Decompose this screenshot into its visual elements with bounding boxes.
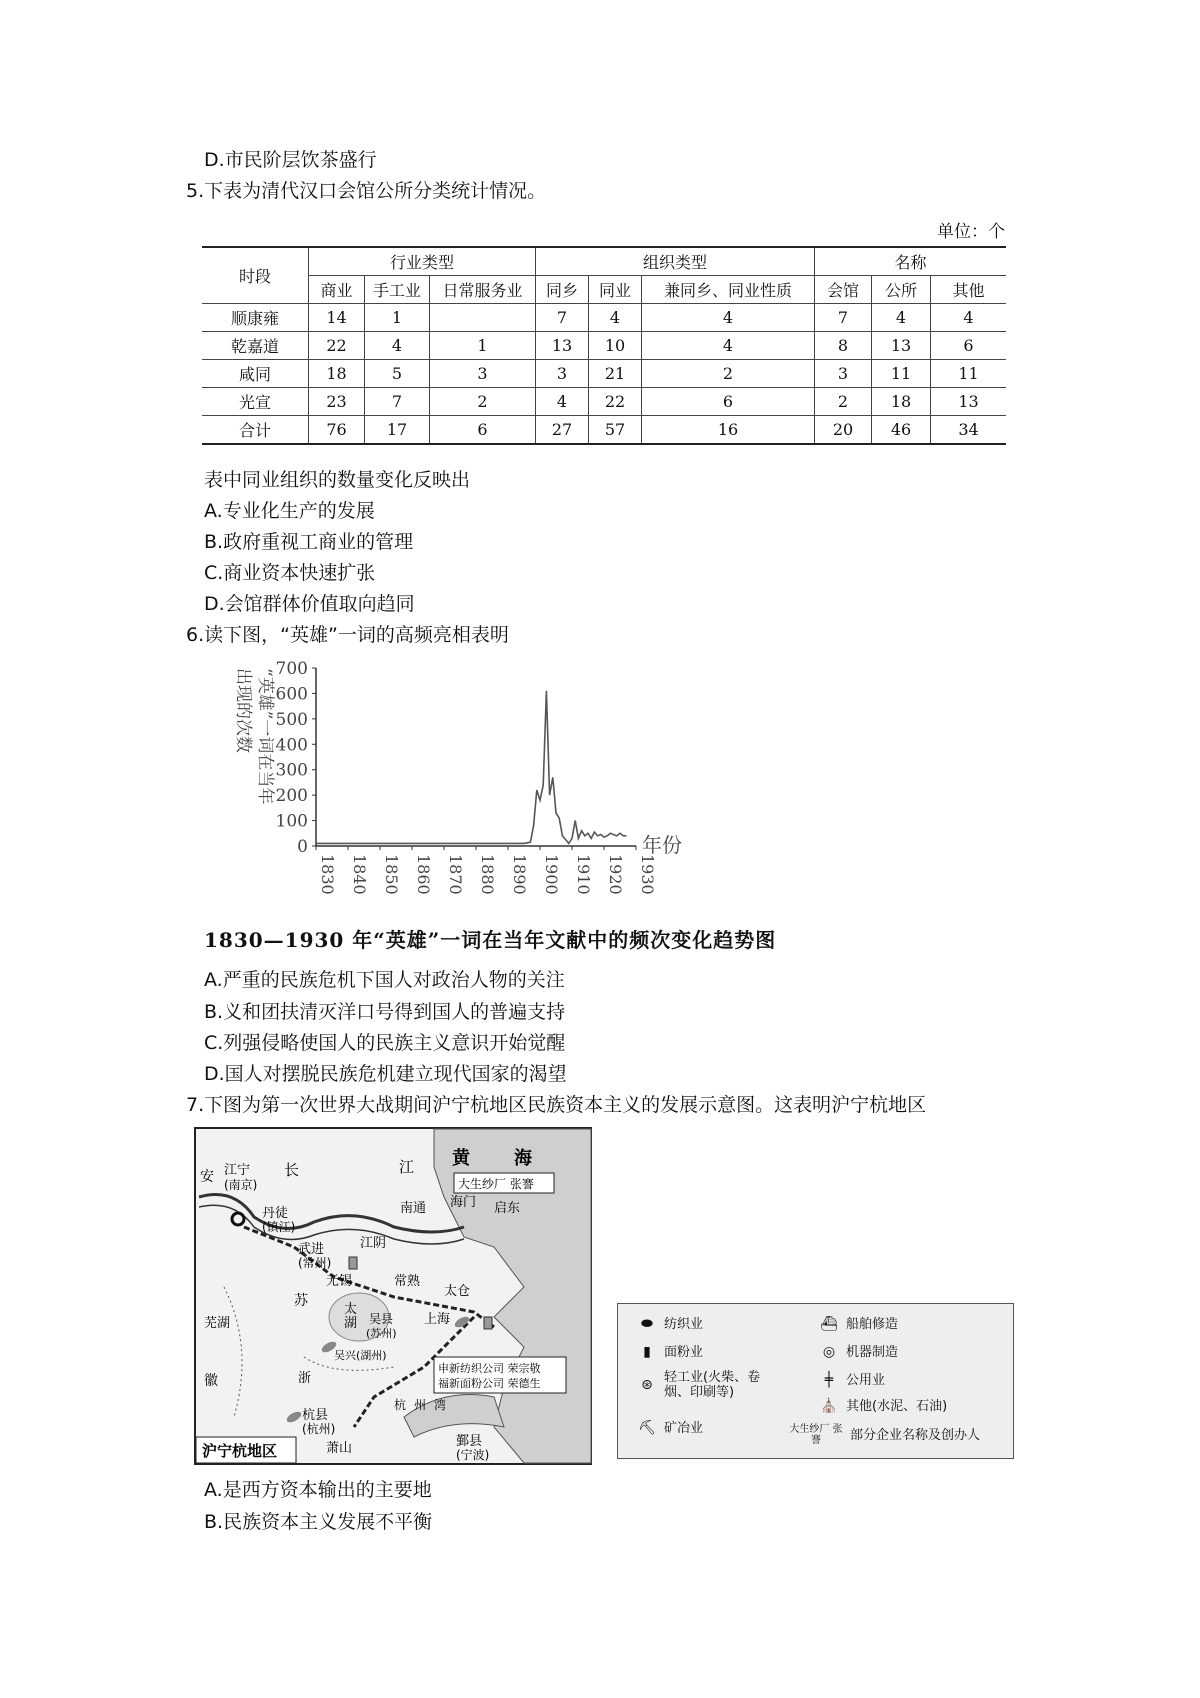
row-period: 顺康雍 — [202, 304, 309, 332]
company-label: 福新面粉公司 荣德生 — [438, 1377, 541, 1390]
y-axis-label: “英雄”一词在当年 — [255, 668, 275, 805]
table-cell: 8 — [815, 332, 872, 360]
x-tick-label: 1890 — [510, 854, 529, 895]
table-cell: 16 — [642, 416, 815, 445]
map-label: 江宁 — [224, 1163, 251, 1178]
table-cell: 18 — [309, 360, 365, 388]
legend-label: 部分企业名称及创办人 — [850, 1427, 981, 1443]
map-label: 湖 — [344, 1316, 358, 1331]
th-name: 名称 — [815, 247, 1007, 276]
table-cell: 4 — [642, 304, 815, 332]
map-label: (宁波) — [456, 1448, 490, 1462]
q6-option-a: A.严重的民族危机下国人对政治人物的关注 — [204, 969, 565, 991]
table-cell: 4 — [589, 304, 642, 332]
table-cell: 13 — [872, 332, 931, 360]
legend-label: 船舶修造 — [846, 1316, 899, 1332]
table-cell: 1 — [430, 332, 536, 360]
table-cell: 11 — [931, 360, 1007, 388]
row-period: 咸同 — [202, 360, 309, 388]
map-label: (南京) — [224, 1178, 258, 1192]
q7-option-b: B.民族资本主义发展不平衡 — [204, 1511, 433, 1533]
table-cell: 4 — [872, 304, 931, 332]
map-label: 鄞县 — [456, 1434, 483, 1449]
map-title: 沪宁杭地区 — [202, 1442, 278, 1460]
x-tick-label: 1910 — [574, 854, 593, 895]
th-sub: 手工业 — [365, 276, 430, 304]
q6-option-d: D.国人对摆脱民族危机建立现代国家的渴望 — [204, 1063, 567, 1085]
table-row — [202, 388, 1006, 416]
mining-icon: ⛏ — [638, 1420, 656, 1436]
company-label: 大生纱厂 张謇 — [458, 1177, 534, 1191]
th-period: 时段 — [202, 247, 309, 304]
map-label: 江阴 — [360, 1236, 387, 1251]
table-unit: 单位：个 — [937, 222, 1005, 242]
legend-label: 其他(水泥、石油) — [846, 1398, 948, 1414]
th-sub: 同乡 — [536, 276, 589, 304]
y-tick-label: 100 — [275, 811, 308, 832]
q5-option-d: D.会馆群体价值取向趋同 — [204, 593, 415, 615]
q5-option-b: B.政府重视工商业的管理 — [204, 531, 414, 553]
x-tick-label: 1850 — [382, 854, 401, 895]
table-cell: 6 — [430, 416, 536, 445]
legend-label: 轻工业(火柴、卷烟、印刷等) — [664, 1370, 761, 1400]
legend-label: 纺织业 — [664, 1316, 704, 1332]
y-axis-label: 出现的次数 — [233, 668, 253, 753]
table-cell: 76 — [309, 416, 365, 445]
table-cell: 13 — [536, 332, 589, 360]
map-label: 长 — [284, 1161, 300, 1179]
textile-icon: ⬬ — [641, 1316, 653, 1332]
q7-option-a: A.是西方资本输出的主要地 — [204, 1479, 432, 1501]
map-label: 无锡 — [326, 1274, 353, 1289]
utility-icon: ╪ — [824, 1372, 834, 1388]
company-label: 申新纺织公司 荣宗敬 — [438, 1362, 541, 1375]
map-label: 杭 — [394, 1398, 407, 1412]
table-cell: 10 — [589, 332, 642, 360]
map-label: 太 — [344, 1302, 358, 1317]
th-sub: 兼同乡、同业性质 — [642, 276, 815, 304]
legend-label: 公用业 — [846, 1372, 886, 1388]
map-label: 黄 — [452, 1148, 470, 1169]
row-period: 光宣 — [202, 388, 309, 416]
chart-caption: 1830—1930 年“英雄”一词在当年文献中的频次变化趋势图 — [204, 928, 777, 952]
map-label: 徽 — [204, 1373, 218, 1389]
table-cell: 14 — [309, 304, 365, 332]
table-cell: 3 — [430, 360, 536, 388]
table-cell: 21 — [589, 360, 642, 388]
y-tick-label: 200 — [275, 786, 308, 807]
y-tick-label: 400 — [275, 735, 308, 756]
map-label: 启东 — [494, 1201, 521, 1216]
row-period: 乾嘉道 — [202, 332, 309, 360]
table-cell: 7 — [365, 388, 430, 416]
table-cell: 7 — [815, 304, 872, 332]
map-label: 海 — [514, 1148, 532, 1169]
th-industry: 行业类型 — [309, 247, 536, 276]
light-industry-icon: ⊛ — [641, 1377, 653, 1393]
table-cell: 7 — [536, 304, 589, 332]
other-icon: ⛪ — [820, 1398, 838, 1414]
table-cell: 34 — [931, 416, 1007, 445]
table-cell: 17 — [365, 416, 430, 445]
q5-option-c: C.商业资本快速扩张 — [204, 562, 376, 584]
map-label: 吴兴(湖州) — [334, 1349, 387, 1362]
table-cell: 18 — [872, 388, 931, 416]
y-tick-label: 500 — [275, 709, 308, 730]
table-cell: 4 — [931, 304, 1007, 332]
q5-option-a: A.专业化生产的发展 — [204, 500, 375, 522]
q6-stem: 6.读下图，“英雄”一词的高频亮相表明 — [186, 624, 509, 646]
table-cell: 4 — [365, 332, 430, 360]
flour-icon — [484, 1317, 492, 1329]
map-label: 湾 — [434, 1398, 447, 1412]
th-sub: 日常服务业 — [430, 276, 536, 304]
table-cell: 5 — [365, 360, 430, 388]
map-label: (镇江) — [262, 1220, 296, 1234]
map-label: 州 — [414, 1398, 427, 1412]
x-tick-label: 1920 — [606, 854, 625, 895]
q6-option-b: B.义和团扶清灭洋口号得到国人的普遍支持 — [204, 1001, 566, 1023]
th-sub: 会馆 — [815, 276, 872, 304]
table-cell: 22 — [309, 332, 365, 360]
map-label: 太仓 — [444, 1284, 471, 1299]
table-row — [202, 304, 1006, 332]
q4-option-d: D.市民阶层饮茶盛行 — [204, 149, 377, 171]
x-tick-label: 1930 — [638, 854, 657, 895]
th-sub: 公所 — [872, 276, 931, 304]
table-cell: 1 — [365, 304, 430, 332]
q7-stem: 7.下图为第一次世界大战期间沪宁杭地区民族资本主义的发展示意图。这表明沪宁杭地区 — [186, 1094, 927, 1116]
table-cell: 20 — [815, 416, 872, 445]
map-label: 吴县 — [369, 1312, 394, 1326]
y-tick-label: 700 — [275, 659, 308, 679]
table-row — [202, 416, 1006, 445]
map-label: 武进 — [298, 1242, 325, 1257]
flour-icon: ▮ — [643, 1344, 651, 1360]
map-label: (杭州) — [302, 1422, 336, 1436]
map-label: (常州) — [298, 1256, 332, 1270]
map-label: 海门 — [450, 1195, 477, 1210]
table-cell: 3 — [536, 360, 589, 388]
th-org: 组织类型 — [536, 247, 815, 276]
th-sub: 同业 — [589, 276, 642, 304]
map-label: 南通 — [400, 1201, 427, 1216]
x-axis-label: 年份 — [642, 833, 682, 857]
map-label: 苏 — [294, 1293, 308, 1309]
map-label: 杭县 — [302, 1408, 329, 1423]
q5-question: 表中同业组织的数量变化反映出 — [204, 469, 471, 491]
map-label: 江 — [399, 1158, 415, 1176]
map-label: 萧山 — [326, 1441, 353, 1456]
series-line — [316, 691, 626, 844]
legend-label: 矿冶业 — [664, 1420, 704, 1436]
table-cell: 2 — [430, 388, 536, 416]
q5-stem: 5.下表为清代汉口会馆公所分类统计情况。 — [186, 180, 547, 202]
frequency-line-chart — [233, 659, 736, 910]
q6-option-c: C.列强侵略使国人的民族主义意识开始觉醒 — [204, 1032, 566, 1054]
legend-label: 机器制造 — [846, 1344, 899, 1360]
map-label: 安 — [200, 1169, 214, 1185]
table-row — [202, 332, 1006, 360]
table-cell: 46 — [872, 416, 931, 445]
th-sub: 商业 — [309, 276, 365, 304]
y-tick-label: 300 — [275, 760, 308, 781]
table-cell: 2 — [815, 388, 872, 416]
table-cell: 57 — [589, 416, 642, 445]
map-label: 上海 — [424, 1312, 451, 1327]
table-cell: 3 — [815, 360, 872, 388]
x-tick-label: 1840 — [350, 854, 369, 895]
x-tick-label: 1860 — [414, 854, 433, 895]
map-label: 丹徒 — [262, 1206, 289, 1221]
table-cell: 11 — [872, 360, 931, 388]
table-cell: 13 — [931, 388, 1007, 416]
map-label: 芜湖 — [204, 1316, 231, 1331]
map-label: 常熟 — [394, 1274, 421, 1289]
table-cell: 4 — [536, 388, 589, 416]
x-tick-label: 1830 — [318, 854, 337, 895]
x-tick-label: 1880 — [478, 854, 497, 895]
x-tick-label: 1870 — [446, 854, 465, 895]
legend-company-sample: 大生纱厂 张謇 — [789, 1424, 843, 1446]
map-label: 浙 — [298, 1371, 312, 1386]
table-cell: 6 — [931, 332, 1007, 360]
y-tick-label: 600 — [275, 684, 308, 705]
huningHang-map — [194, 1127, 592, 1465]
flour-icon — [349, 1257, 357, 1269]
table-cell: 27 — [536, 416, 589, 445]
y-tick-label: 0 — [297, 837, 308, 857]
legend-label: 面粉业 — [664, 1344, 704, 1360]
map-legend — [617, 1303, 1014, 1459]
ship-icon: ⛴ — [820, 1316, 838, 1332]
stat-table — [202, 246, 1006, 445]
th-sub: 其他 — [931, 276, 1007, 304]
x-tick-label: 1900 — [542, 854, 561, 895]
machine-icon: ◎ — [822, 1344, 836, 1360]
table-cell — [430, 304, 536, 332]
row-period: 合计 — [202, 416, 309, 445]
table-cell: 22 — [589, 388, 642, 416]
table-cell: 4 — [642, 332, 815, 360]
map-label: (苏州) — [366, 1327, 397, 1340]
table-row — [202, 360, 1006, 388]
table-cell: 23 — [309, 388, 365, 416]
table-cell: 6 — [642, 388, 815, 416]
table-cell: 2 — [642, 360, 815, 388]
